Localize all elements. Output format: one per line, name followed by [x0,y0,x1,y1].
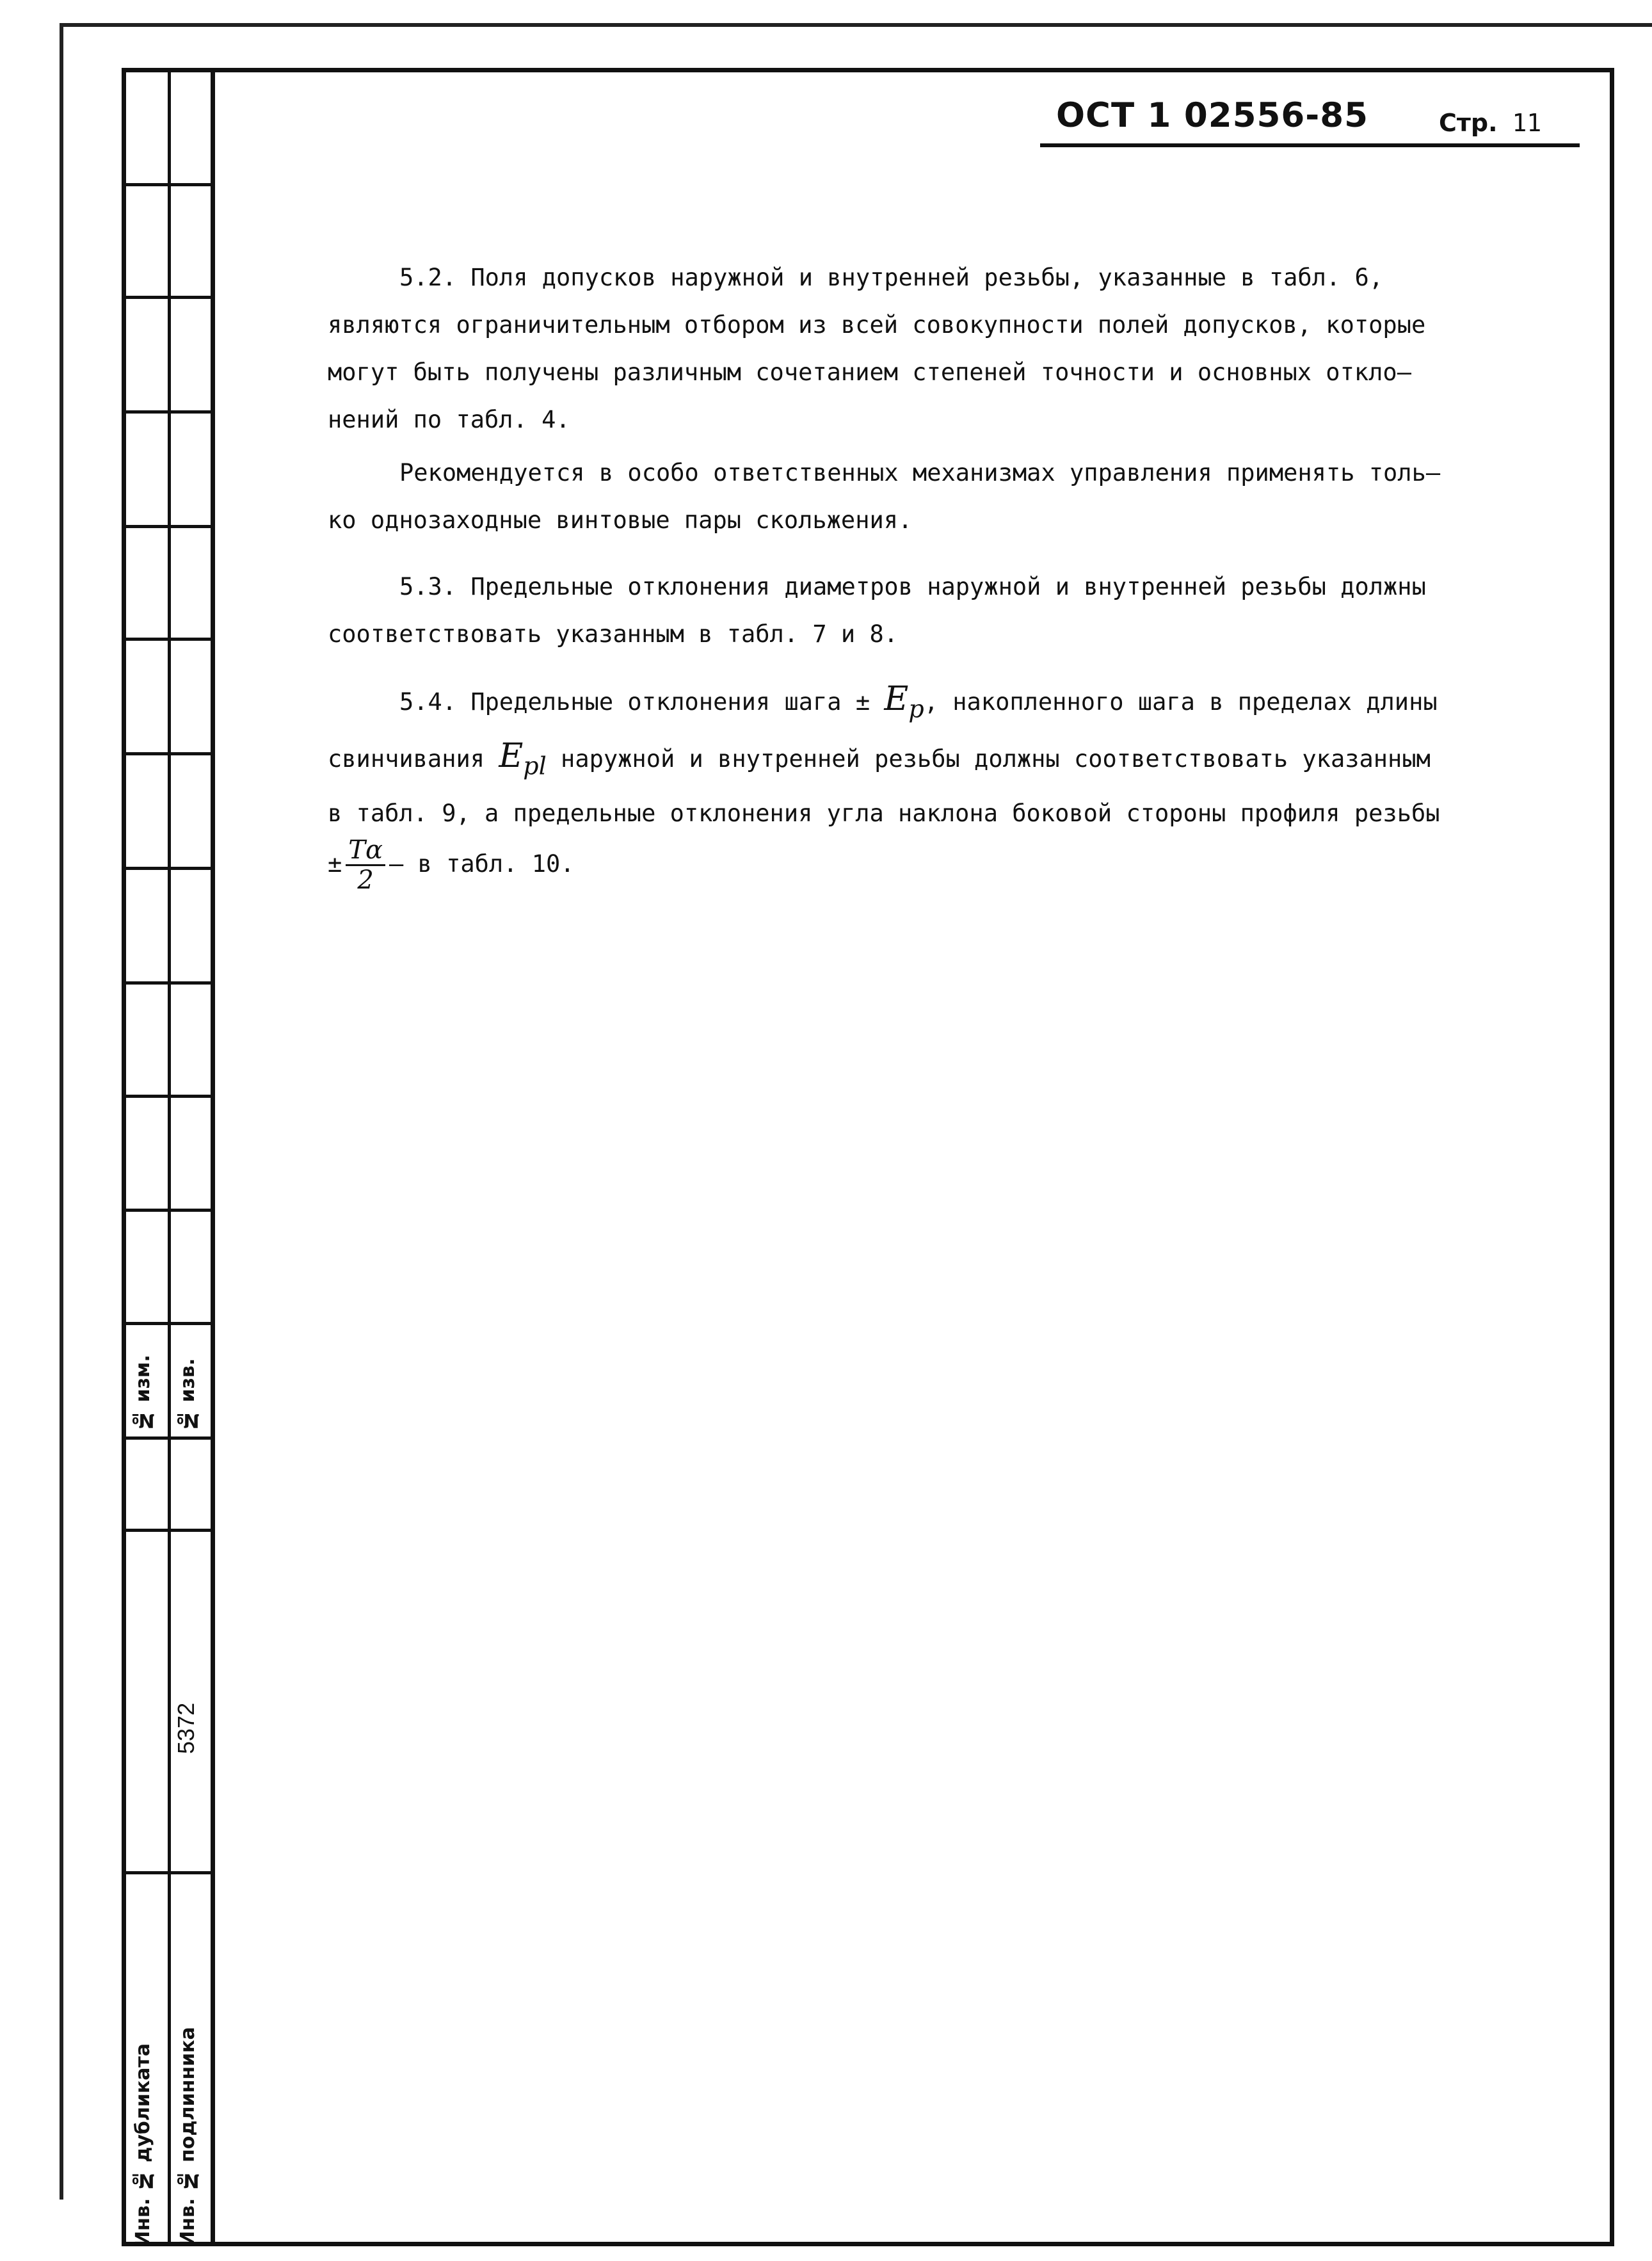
symbol-subscript: p [908,695,924,723]
scan-edge-top [61,23,1652,27]
page-number-block [1439,109,1541,137]
header-rule [1040,143,1580,147]
text-line: нений по табл. 4. [328,406,570,433]
text-line: соответствовать указанным в табл. 7 и 8. [328,620,899,648]
stamp-rule [122,867,213,870]
text-line: 5.3. Предельные отклонения диаметров наружной и внутренней резьбы должны [399,573,1426,600]
scan-edge-left [60,23,63,2200]
stamp-rule [122,1871,213,1874]
fraction-t-alpha-over-2 [346,837,385,893]
stamp-rule [122,1095,213,1098]
text-line: являются ограничительным отбором из всей совокупности полей допусков, которые [328,311,1426,339]
page-number: 11 [1512,109,1542,137]
stamp-rule [122,525,213,528]
text-line: могут быть получены различным сочетанием степеней точности и основных откло– [328,358,1411,386]
stamp-orig-inv-label: Инв. № подлинника [177,2027,199,2247]
plus-minus-sign: ± [328,849,342,878]
content-left-border [211,68,215,2246]
text-line [328,732,1512,789]
text-line: в табл. 9, а предельные отклонения угла наклона боковой стороны профиля резьбы [328,799,1440,827]
stamp-dup-inv-label: Инв. № дубликата [132,2043,154,2247]
paragraph-5-2 [328,254,1512,444]
fraction-numerator: Tα [346,837,385,866]
stamp-rule [122,183,213,186]
text-line [328,675,1512,732]
stamp-rule [122,1322,213,1325]
stamp-rule [122,981,213,985]
fraction-denominator: 2 [357,865,374,895]
stamp-rule [122,1209,213,1212]
document-code: ОСТ 1 02556-85 [1056,96,1369,135]
stamp-rule [122,410,213,414]
text-segment: наружной и внутренней резьбы должны соответствовать указанным [546,745,1431,773]
paragraph-5-3 [328,563,1512,658]
symbol-subscript: pl [523,752,547,780]
stamp-orig-inv-value: 5372 [173,1702,199,1754]
text-line [328,837,1512,893]
stamp-rule [122,1436,213,1440]
text-line: 5.2. Поля допусков наружной и внутренней резьбы, указанные в табл. 6, [399,264,1384,291]
text-line: ко однозаходные винтовые пары скольжения. [328,506,913,534]
text-segment: , накопленного шага в пределах длины [924,688,1438,716]
text-segment: свинчивания [328,745,499,773]
stamp-rule [122,296,213,299]
stamp-rule [122,1529,213,1532]
symbol-epl [499,737,547,780]
stamp-rule [122,638,213,641]
text-line: Рекомендуется в особо ответственных механизмах управления применять толь– [399,459,1441,487]
paragraph-5-4 [328,675,1512,893]
page-label: Стр. [1439,109,1498,137]
stamp-notice-no-label: № изв. [177,1358,199,1431]
paragraph-recommendation [328,449,1512,544]
stamp-column-divider [168,68,171,2246]
text-segment: 5.4. Предельные отклонения шага ± [399,688,870,716]
text-segment: – в табл. 10. [389,849,575,878]
symbol-letter: E [499,737,524,776]
stamp-rule [122,752,213,755]
stamp-change-no-label: № изм. [132,1355,154,1431]
symbol-ep [884,680,924,723]
symbol-letter: E [884,680,909,718]
